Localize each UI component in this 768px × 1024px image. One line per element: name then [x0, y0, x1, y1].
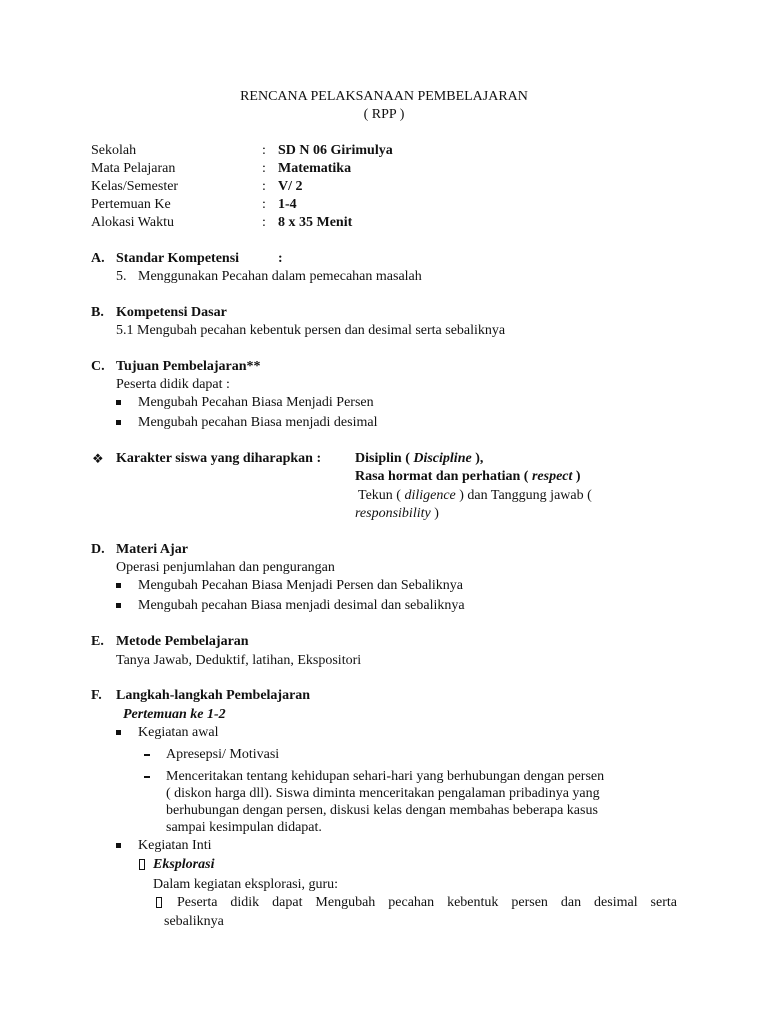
- section-a-number: 5.: [116, 269, 127, 284]
- identity-value-pertemuan: 1-4: [278, 197, 297, 212]
- eksplorasi-item-line-1: Peserta didik dapat Mengubah pecahan kebentuk persen dan desimal serta: [177, 895, 677, 910]
- identity-label-mapel: Mata Pelajaran: [91, 161, 176, 176]
- identity-colon: :: [262, 215, 266, 230]
- section-d-heading: Materi Ajar: [116, 542, 188, 557]
- identity-label-sekolah: Sekolah: [91, 143, 137, 158]
- square-bullet-icon: [116, 603, 121, 608]
- square-bullet-icon: [116, 400, 121, 405]
- section-b-text: 5.1 Mengubah pecahan kebentuk persen dan desimal serta sebaliknya: [116, 323, 506, 338]
- section-e-letter: E.: [91, 634, 104, 649]
- box-bullet-icon: [156, 894, 162, 912]
- cerita-line-1: Menceritakan tentang kehidupan sehari-hari yang berhubungan dengan persen: [166, 769, 605, 784]
- section-c-item-1: Mengubah Pecahan Biasa Menjadi Persen: [138, 395, 374, 410]
- identity-colon: :: [262, 179, 266, 194]
- karakter-term: diligence: [404, 488, 456, 503]
- eksplorasi-intro: Dalam kegiatan eksplorasi, guru:: [153, 877, 339, 892]
- list-item: [144, 746, 150, 764]
- identity-value-kelas: V/ 2: [278, 179, 303, 194]
- section-f-letter: F.: [91, 688, 102, 703]
- identity-label-alokasi: Alokasi Waktu: [91, 215, 174, 230]
- section-d-item-2: Mengubah pecahan Biasa menjadi desimal dan sebaliknya: [138, 598, 465, 613]
- identity-label-kelas: Kelas/Semester: [91, 179, 179, 194]
- identity-colon: :: [262, 143, 266, 158]
- section-b-letter: B.: [91, 305, 104, 320]
- list-item: [116, 577, 121, 595]
- cerita-line-4: sampai kesimpulan didapat.: [166, 820, 322, 835]
- karakter-line-3: [358, 487, 592, 505]
- karakter-term: Discipline: [413, 451, 472, 466]
- box-bullet-icon: [139, 856, 145, 874]
- square-bullet-icon: [116, 730, 121, 735]
- section-a-colon: :: [278, 251, 283, 266]
- square-bullet-icon: [116, 583, 121, 588]
- karakter-line-2: [355, 468, 581, 486]
- section-f-heading: Langkah-langkah Pembelajaran: [116, 688, 311, 703]
- section-c-intro: Peserta didik dapat :: [116, 377, 230, 392]
- list-item: [116, 724, 121, 742]
- karakter-text: Disiplin (: [355, 451, 410, 466]
- identity-label-pertemuan: Pertemuan Ke: [91, 197, 171, 212]
- section-e-heading: Metode Pembelajaran: [116, 634, 249, 649]
- karakter-term: responsibility: [355, 506, 431, 521]
- karakter-text: Tekun (: [358, 488, 401, 503]
- pertemuan-heading: Pertemuan ke 1-2: [123, 707, 226, 722]
- section-d-intro: Operasi penjumlahan dan pengurangan: [116, 560, 335, 575]
- eksplorasi-heading: Eksplorasi: [153, 857, 215, 872]
- cerita-line-3: berhubungan dengan persen, diskusi kelas dengan membahas beberapa kasus: [166, 803, 598, 818]
- diamond-bullet-icon: ❖: [92, 451, 104, 466]
- eksplorasi-item-line-2: sebaliknya: [164, 914, 224, 929]
- section-d-item-1: Mengubah Pecahan Biasa Menjadi Persen dan Sebaliknya: [138, 578, 464, 593]
- section-c-item-2: Mengubah pecahan Biasa menjadi desimal: [138, 415, 378, 430]
- section-e-text: Tanya Jawab, Deduktif, latihan, Ekspositori: [116, 653, 362, 668]
- list-item: [116, 837, 121, 855]
- identity-colon: :: [262, 161, 266, 176]
- identity-value-sekolah: SD N 06 Girimulya: [278, 143, 393, 158]
- dash-bullet-icon: [144, 754, 150, 756]
- section-a-text: Menggunakan Pecahan dalam pemecahan masalah: [138, 269, 422, 284]
- cerita-line-2: ( diskon harga dll). Siswa diminta menceritakan pengalaman pribadinya yang: [166, 786, 600, 801]
- karakter-heading: Karakter siswa yang diharapkan :: [116, 451, 322, 466]
- karakter-term: respect: [531, 469, 573, 484]
- square-bullet-icon: [116, 843, 121, 848]
- karakter-text: Rasa hormat dan perhatian (: [355, 469, 529, 484]
- document-title: RENCANA PELAKSANAAN PEMBELAJARAN: [240, 89, 528, 104]
- list-item: [144, 768, 150, 786]
- identity-colon: :: [262, 197, 266, 212]
- square-bullet-icon: [116, 420, 121, 425]
- kegiatan-awal-label: Kegiatan awal: [138, 725, 219, 740]
- karakter-line-4: [355, 505, 439, 523]
- identity-value-alokasi: 8 x 35 Menit: [278, 215, 353, 230]
- section-b-heading: Kompetensi Dasar: [116, 305, 227, 320]
- karakter-text: ): [434, 506, 439, 521]
- section-d-letter: D.: [91, 542, 105, 557]
- section-a-heading: Standar Kompetensi: [116, 251, 240, 266]
- list-item: [116, 597, 121, 615]
- karakter-line-1: [355, 450, 483, 468]
- karakter-text: ),: [475, 451, 484, 466]
- section-c-heading: Tujuan Pembelajaran**: [116, 359, 261, 374]
- section-c-letter: C.: [91, 359, 105, 374]
- section-a-letter: A.: [91, 251, 105, 266]
- list-item: [116, 414, 121, 432]
- identity-value-mapel: Matematika: [278, 161, 352, 176]
- karakter-text: ): [575, 469, 581, 484]
- document-subtitle: ( RPP ): [363, 107, 405, 122]
- apresepsi-item: Apresepsi/ Motivasi: [166, 747, 280, 762]
- kegiatan-inti-label: Kegiatan Inti: [138, 838, 212, 853]
- dash-bullet-icon: [144, 776, 150, 778]
- list-item: [116, 394, 121, 412]
- karakter-text: ) dan Tanggung jawab (: [459, 488, 592, 503]
